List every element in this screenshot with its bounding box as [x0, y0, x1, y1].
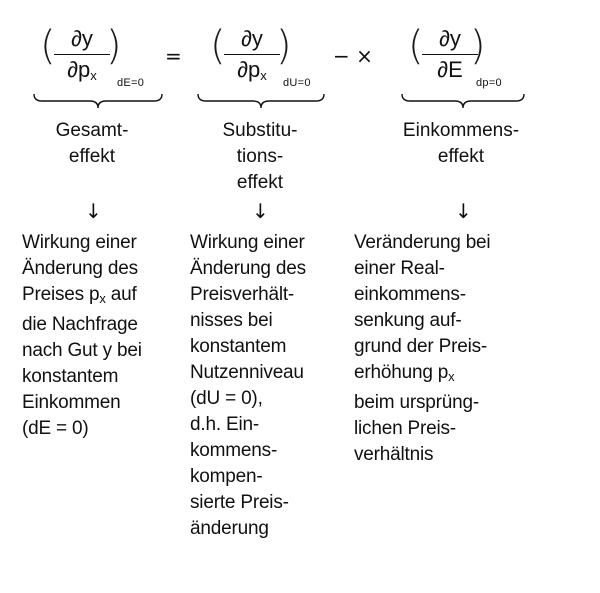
minus-times-operator: − ×	[333, 44, 373, 68]
down-arrow-icon: ↓	[252, 199, 269, 223]
down-arrow-icon: ↓	[455, 199, 472, 223]
denominator: $\partial p_x$	[237, 57, 267, 83]
substitution-effect-description: Wirkung einer Änderung des Preisverhält- nisses bei konstantem Nutzenniveau (dU = 0), d.h. Ein- kommens- kompen- sierte Preis- änderung	[190, 232, 306, 539]
numerator: ∂y	[241, 26, 263, 51]
denominator: ∂E	[437, 57, 463, 82]
condition-label: dE=0	[117, 77, 145, 89]
total-effect-description: Wirkung einer Änderung des Preises $p_x$ auf die Nachfrage nach Gut y bei konstantem Einkommen (dE = 0)	[22, 232, 142, 439]
numerator: ∂y	[71, 26, 93, 51]
total-effect-fraction	[52, 28, 112, 82]
fraction-bar	[54, 54, 110, 55]
equals-sign: =	[165, 44, 182, 68]
denominator: $\partial p_x$	[67, 57, 97, 83]
right-paren: )	[470, 23, 486, 69]
income-effect-brace	[400, 92, 526, 110]
substitution-effect-label: Substitu- tions- effekt	[222, 120, 298, 193]
substitution-effect-fraction	[222, 28, 282, 82]
left-paren: (	[210, 23, 226, 69]
condition-label: dU=0	[283, 77, 311, 89]
down-arrow-icon: ↓	[85, 199, 102, 223]
fraction-bar	[224, 54, 280, 55]
total-effect-brace	[32, 92, 164, 110]
numerator: ∂y	[439, 26, 461, 51]
right-paren: )	[276, 23, 292, 69]
income-effect-label: Einkommens- effekt	[402, 120, 520, 167]
substitution-effect-brace	[196, 92, 326, 110]
left-paren: (	[40, 23, 56, 69]
income-effect-description: Veränderung bei einer Real- einkommens- senkung auf- grund der Preis- erhöhung $p_x$ beim ursprüng- lichen Preis- verhältnis	[354, 232, 491, 465]
right-paren: )	[106, 23, 122, 69]
left-paren: (	[408, 23, 424, 69]
total-effect-label: Gesamt- effekt	[55, 120, 129, 167]
condition-label: dp=0	[476, 77, 502, 89]
